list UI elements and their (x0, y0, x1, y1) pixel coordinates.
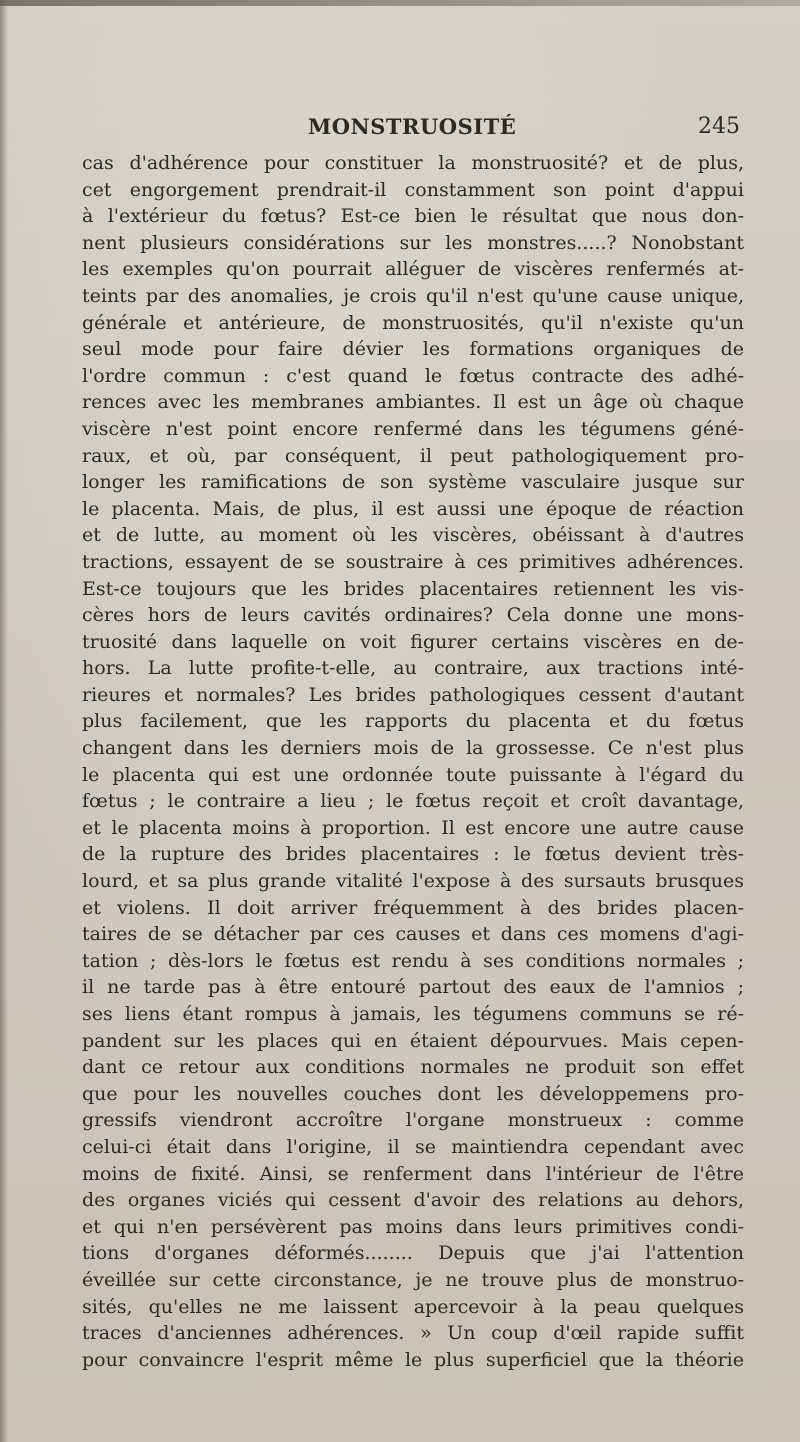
text-line: que pour les nouvelles couches dont les développemens pro- (82, 1082, 744, 1105)
text-line: seul mode pour faire dévier les formations organiques de (82, 338, 744, 361)
text-line: pandent sur les places qui en étaient dépourvues. Mais cepen- (82, 1029, 744, 1052)
text-line: tions d'organes déformés........ Depuis que j'ai l'attention (82, 1242, 744, 1265)
text-line: longer les ramifications de son système vasculaire jusque sur (82, 471, 744, 494)
text-line: générale et antérieure, de monstruosités, qu'il n'existe qu'un (82, 311, 744, 334)
text-line: hors. La lutte profite-t-elle, au contraire, aux tractions inté- (82, 657, 744, 680)
text-line: teints par des anomalies, je crois qu'il n'est qu'une cause unique, (82, 284, 744, 307)
text-line: cères hors de leurs cavités ordinaires? Cela donne une mons- (82, 604, 744, 627)
text-line: il ne tarde pas à être entouré partout des eaux de l'amnios ; (82, 976, 744, 999)
text-line: et violens. Il doit arriver fréquemment à des brides placen- (82, 896, 744, 919)
text-line: fœtus ; le contraire a lieu ; le fœtus reçoit et croît davantage, (82, 790, 744, 813)
text-line: rences avec les membranes ambiantes. Il est un âge où chaque (82, 391, 744, 414)
page-header (82, 114, 744, 146)
text-line: tractions, essayent de se soustraire à ces primitives adhérences. (82, 550, 744, 573)
text-line: cas d'adhérence pour constituer la monstruosité? et de plus, (82, 152, 744, 174)
text-line: sités, qu'elles ne me laissent apercevoir à la peau quelques (82, 1295, 744, 1318)
text-line: plus facilement, que les rapports du placenta et du fœtus (82, 710, 744, 733)
running-head: MONSTRUOSITÉ (308, 114, 517, 139)
text-line: les exemples qu'on pourrait alléguer de viscères renfermés at- (82, 258, 744, 281)
text-line: de la rupture des brides placentaires : le fœtus devient très- (82, 843, 744, 866)
text-line: gressifs viendront accroître l'organe monstrueux : comme (82, 1109, 744, 1132)
page-number: 245 (698, 114, 740, 139)
page-binding-shadow (0, 0, 8, 1442)
text-line: dant ce retour aux conditions normales ne produit son effet (82, 1056, 744, 1079)
text-line: des organes viciés qui cessent d'avoir des relations au dehors, (82, 1189, 744, 1212)
text-line: le placenta. Mais, de plus, il est aussi une époque de réaction (82, 497, 744, 520)
text-line: et de lutte, au moment où les viscères, obéissant à d'autres (82, 524, 744, 547)
text-line: tation ; dès-lors le fœtus est rendu à ses conditions normales ; (82, 949, 744, 972)
text-line: pour convaincre l'esprit même le plus superficiel que la théorie (82, 1348, 744, 1371)
text-line: truosité dans laquelle on voit figurer certains viscères en de- (82, 630, 744, 653)
text-line: à l'extérieur du fœtus? Est-ce bien le résultat que nous don- (82, 205, 744, 228)
text-line: taires de se détacher par ces causes et dans ces momens d'agi- (82, 923, 744, 946)
text-line: Est-ce toujours que les brides placentaires retiennent les vis- (82, 577, 744, 600)
text-line: moins de fixité. Ainsi, se renferment dans l'intérieur de l'être (82, 1162, 744, 1185)
page-top-edge (0, 0, 800, 6)
text-line: nent plusieurs considérations sur les monstres.....? Nonobstant (82, 231, 744, 254)
text-line: le placenta qui est une ordonnée toute puissante à l'égard du (82, 763, 744, 786)
text-line: cet engorgement prendrait-il constamment son point d'appui (82, 178, 744, 201)
text-line: viscère n'est point encore renfermé dans les tégumens géné- (82, 417, 744, 440)
text-line: changent dans les derniers mois de la grossesse. Ce n'est plus (82, 737, 744, 760)
text-line: celui-ci était dans l'origine, il se maintiendra cependant avec (82, 1135, 744, 1158)
text-line: lourd, et sa plus grande vitalité l'expose à des sursauts brusques (82, 870, 744, 893)
text-line: et le placenta moins à proportion. Il est encore une autre cause (82, 816, 744, 839)
text-line: rieures et normales? Les brides pathologiques cessent d'autant (82, 683, 744, 706)
text-line: l'ordre commun : c'est quand le fœtus contracte des adhé- (82, 364, 744, 387)
text-line: ses liens étant rompus à jamais, les tégumens communs se ré- (82, 1003, 744, 1025)
text-line: raux, et où, par conséquent, il peut pathologiquement pro- (82, 444, 744, 467)
body-text (82, 150, 744, 1373)
text-line: et qui n'en persévèrent pas moins dans leurs primitives condi- (82, 1215, 744, 1238)
text-line: éveillée sur cette circonstance, je ne trouve plus de monstruo- (82, 1268, 744, 1291)
text-line: traces d'anciennes adhérences. » Un coup d'œil rapide suffit (82, 1322, 744, 1345)
